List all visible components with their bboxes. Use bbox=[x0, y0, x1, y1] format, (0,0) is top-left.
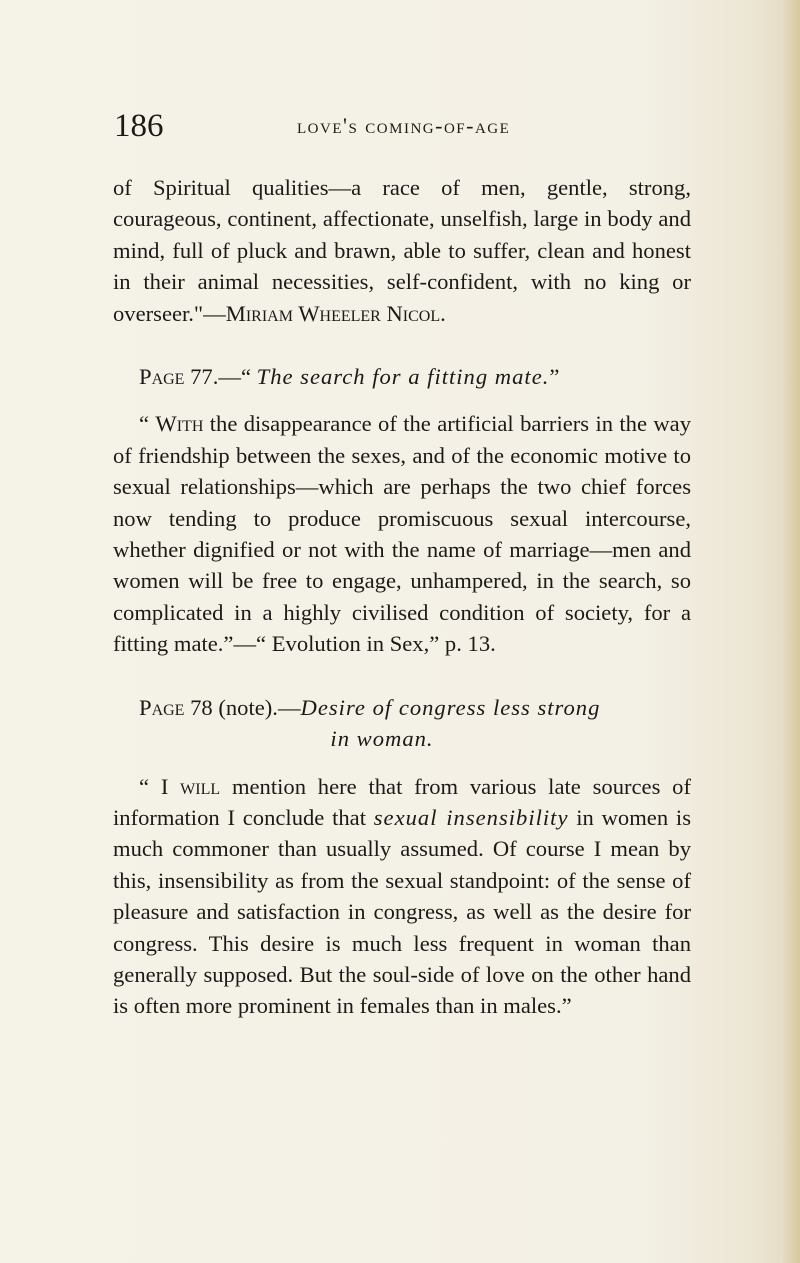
open-quote: “ bbox=[139, 411, 156, 437]
emphasized-phrase: sexual insensibility bbox=[373, 804, 569, 830]
spacer bbox=[113, 660, 691, 692]
paragraph-text: of Spiritual qualities—a race of men, gentle, strong, courageous, continent, affectionate, unselfish, large in body and mind, full of pluck and brawn, able to suffer, clean and honest in their animal necessities, self-confident, with no king or overseer."— bbox=[113, 175, 691, 326]
heading-page-label: Page bbox=[139, 694, 185, 720]
paragraph-text: the disappearance of the artificial barriers in the way of friendship between the sexes, and of the economic motive to sexual relationships—which are perhaps the two chief forces now tending to produce promiscuous sexual intercourse, whether dignified or not with the name of marriage—men and women will be free to engage, unhampered, in the search, so complicated in a highly civilised condition of society, for a fitting mate.”—“ Evolution in Sex,” p. 13. bbox=[113, 411, 691, 657]
paragraph-text: in women is much commoner than usually assumed. Of course I mean by this, insensibility as from the sexual standpoint: of the sense of pleasure and satisfaction in congress, as well as the desire for congress. This desire is much less frequent in woman than generally supposed. But the soul-side of love on the other hand is often more prominent in females than in males.” bbox=[113, 804, 691, 1019]
section-heading-page-77 bbox=[113, 361, 691, 392]
section-heading-page-78 bbox=[113, 692, 691, 723]
paragraph-quote-continuation bbox=[113, 172, 691, 329]
lead-word: With bbox=[155, 411, 204, 437]
heading-title: Desire of congress less strong bbox=[300, 694, 601, 720]
page-edge-shadow bbox=[782, 0, 800, 1263]
author-name: Miriam Wheeler Nicol. bbox=[225, 300, 446, 326]
spacer bbox=[113, 329, 691, 361]
heading-page-label: Page bbox=[139, 364, 185, 390]
heading-reference: 78 (note).— bbox=[184, 694, 301, 720]
heading-close-quote: ” bbox=[549, 364, 560, 390]
running-head: love's coming-of-age bbox=[297, 113, 511, 138]
page-header bbox=[0, 106, 800, 146]
heading-title: The search for a fitting mate. bbox=[256, 364, 550, 390]
spacer bbox=[113, 755, 691, 771]
section-heading-page-78-continued bbox=[113, 723, 691, 754]
spacer bbox=[113, 392, 691, 408]
lead-word: will bbox=[180, 773, 221, 799]
open-quote: “ I bbox=[139, 773, 181, 799]
paragraph-quote-insensibility bbox=[113, 771, 691, 1022]
paragraph-text: mention here that from various late sources of information I conclude that bbox=[113, 773, 691, 830]
paragraph-quote-evolution-in-sex bbox=[113, 408, 691, 659]
heading-title-continued: in woman. bbox=[330, 726, 434, 752]
heading-reference: 77.—“ bbox=[184, 364, 257, 390]
body-text bbox=[113, 172, 691, 1022]
page-number: 186 bbox=[114, 108, 164, 144]
